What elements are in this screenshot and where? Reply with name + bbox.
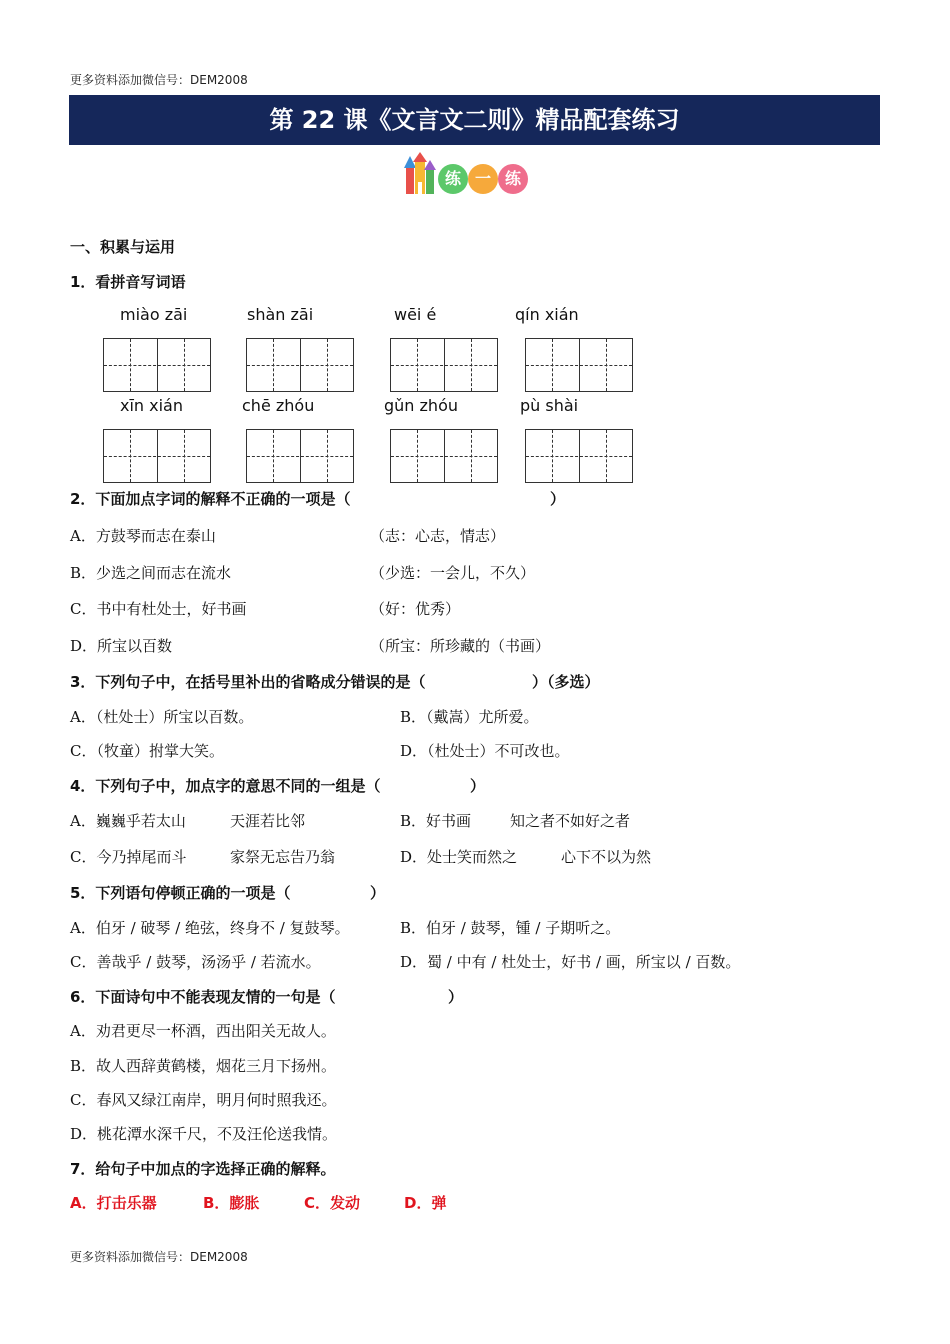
q7-option-c: C．发动 (304, 1194, 361, 1212)
q4-option-c-pair: 家祭无忘告乃翁 (230, 848, 336, 866)
pinyin-label: chē zhóu (242, 396, 315, 415)
q3-close: ）（多选） (532, 673, 600, 691)
q2-option-a: A．方鼓琴而志在泰山 (70, 527, 216, 545)
badge-char-2: 一 (468, 164, 498, 194)
q4-option-a: A．巍巍乎若太山 (70, 812, 186, 830)
q6-option-b: B．故人西辞黄鹤楼，烟花三月下扬州。 (70, 1057, 337, 1075)
q3-option-b: B．（戴嵩）尤所爱。 (400, 708, 539, 726)
q6-option-c: C．春风又绿江南岸，明月何时照我还。 (70, 1091, 337, 1109)
q6-option-a: A．劝君更尽一杯酒，西出阳关无故人。 (70, 1022, 336, 1040)
writing-grid[interactable] (246, 338, 354, 392)
q4-close: ） (470, 777, 486, 795)
q7-option-d: D．弹 (404, 1194, 447, 1212)
pinyin-label: gǔn zhóu (384, 396, 458, 415)
page-title: 第 22 课《文言文二则》精品配套练习 (69, 95, 880, 145)
badge-char-1: 练 (438, 164, 468, 194)
pinyin-label: xīn xián (120, 396, 183, 415)
q2-option-c: C．书中有杜处士，好书画 (70, 600, 247, 618)
writing-grid[interactable] (103, 338, 211, 392)
q2-option-b: B．少选之间而志在流水 (70, 564, 232, 582)
writing-grid[interactable] (246, 429, 354, 483)
pinyin-label: wēi é (394, 305, 437, 324)
q2-option-c-note: （好：优秀） (370, 600, 461, 618)
q7-prompt: 7．给句子中加点的字选择正确的解释。 (70, 1160, 336, 1178)
q5-option-d: D．蜀 / 中有 / 杜处士，好书 / 画，所宝以 / 百数。 (400, 953, 741, 971)
section-heading: 一、积累与运用 (70, 238, 176, 256)
q2-close: ） (550, 490, 566, 508)
castle-icon (402, 152, 438, 198)
q1-prompt: 1．看拼音写词语 (70, 273, 186, 291)
q2-option-d-note: （所宝：所珍藏的（书画） (370, 637, 551, 655)
badge-char-3: 练 (498, 164, 528, 194)
pinyin-label: pù shài (520, 396, 579, 415)
q2-option-d: D．所宝以百数 (70, 637, 173, 655)
footer-note: 更多资料添加微信号：DEM2008 (70, 1250, 248, 1264)
pinyin-label: miào zāi (120, 305, 188, 324)
q4-option-c: C．今乃掉尾而斗 (70, 848, 187, 866)
writing-grid[interactable] (525, 429, 633, 483)
pinyin-label: shàn zāi (247, 305, 314, 324)
q5-option-c: C．善哉乎 / 鼓琴，汤汤乎 / 若流水。 (70, 953, 321, 971)
header-note: 更多资料添加微信号：DEM2008 (70, 73, 248, 87)
q5-option-b: B．伯牙 / 鼓琴，锺 / 子期听之。 (400, 919, 621, 937)
q3-option-a: A．（杜处士）所宝以百数。 (70, 708, 254, 726)
practice-badge (402, 152, 532, 198)
q3-option-c: C．（牧童）拊掌大笑。 (70, 742, 224, 760)
q4-option-d-pair: 心下不以为然 (561, 848, 652, 866)
q6-close: ） (448, 988, 464, 1006)
q5-close: ） (370, 884, 386, 902)
q4-option-b-pair: 知之者不如好之者 (510, 812, 631, 830)
q5-prompt: 5．下列语句停顿正确的一项是（ (70, 884, 291, 902)
q2-option-a-note: （志：心志，情志） (370, 527, 506, 545)
q5-option-a: A．伯牙 / 破琴 / 绝弦，终身不 / 复鼓琴。 (70, 919, 350, 937)
q4-prompt: 4．下列句子中，加点字的意思不同的一组是（ (70, 777, 381, 795)
writing-grid[interactable] (525, 338, 633, 392)
q7-option-a: A．打击乐器 (70, 1194, 157, 1212)
q6-prompt: 6．下面诗句中不能表现友情的一句是（ (70, 988, 336, 1006)
writing-grid[interactable] (390, 338, 498, 392)
q2-option-b-note: （少选：一会儿，不久） (370, 564, 536, 582)
writing-grid[interactable] (390, 429, 498, 483)
q4-option-b: B．好书画 (400, 812, 472, 830)
writing-grid[interactable] (103, 429, 211, 483)
q6-option-d: D．桃花潭水深千尺，不及汪伦送我情。 (70, 1125, 338, 1143)
q3-option-d: D．（杜处士）不可改也。 (400, 742, 570, 760)
q4-option-a-pair: 天涯若比邻 (230, 812, 306, 830)
q7-option-b: B．膨胀 (203, 1194, 260, 1212)
pinyin-label: qín xián (515, 305, 579, 324)
q3-prompt: 3．下列句子中，在括号里补出的省略成分错误的是（ (70, 673, 426, 691)
q2-prompt: 2．下面加点字词的解释不正确的一项是（ (70, 490, 351, 508)
q4-option-d: D．处士笑而然之 (400, 848, 518, 866)
